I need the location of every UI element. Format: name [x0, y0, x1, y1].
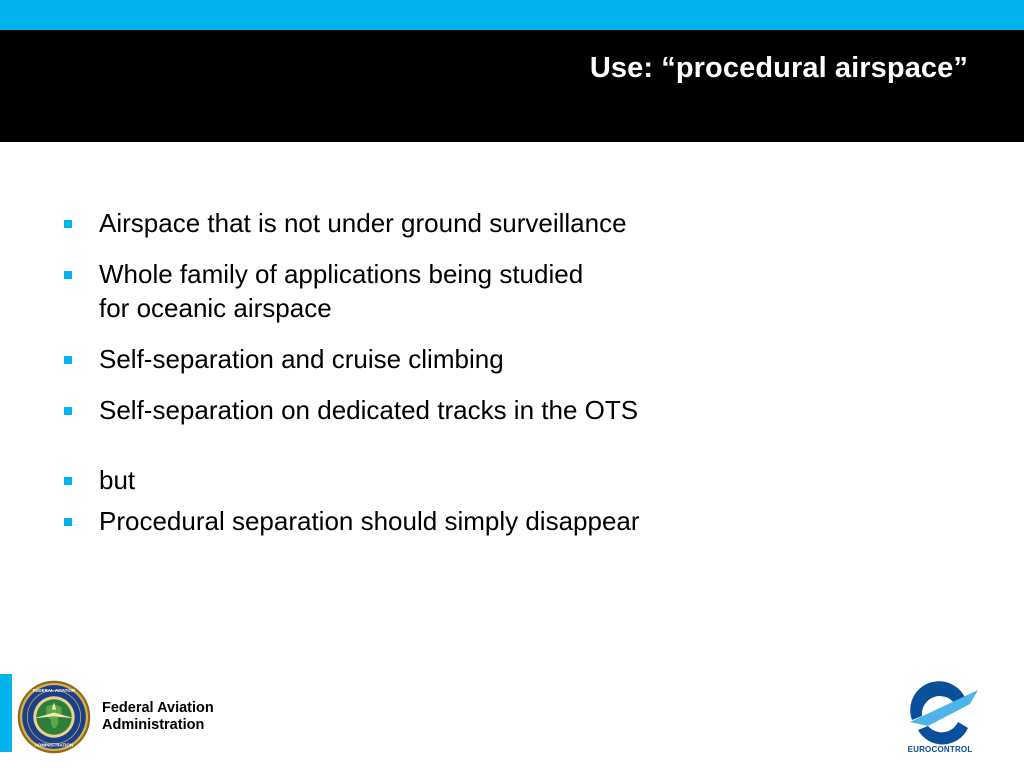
square-bullet-icon [64, 518, 72, 526]
slide-title: Use: “procedural airspace” [589, 52, 968, 84]
bullet-item [62, 206, 782, 240]
bullet-item [62, 463, 782, 497]
bullet-text: Self-separation and cruise climbing [99, 344, 504, 374]
bullet-item [62, 257, 782, 325]
square-bullet-icon [64, 220, 72, 228]
bullet-item [62, 342, 782, 376]
faa-seal-icon [17, 680, 91, 754]
faa-name-line2: Administration [102, 717, 205, 733]
eurocontrol-wordmark: EUROCONTROL [907, 745, 973, 754]
faa-name [102, 700, 214, 734]
footer-left-accent [0, 674, 12, 752]
svg-text:ADMINISTRATION: ADMINISTRATION [34, 742, 74, 748]
square-bullet-icon [64, 271, 72, 279]
bullet-text: Self-separation on dedicated tracks in the OTS [99, 395, 639, 425]
bullet-text: Whole family of applications being studied for oceanic airspace [99, 259, 584, 323]
square-bullet-icon [64, 477, 72, 485]
bullet-list [62, 206, 782, 538]
bullet-text: but [99, 465, 136, 495]
eurocontrol-logo-icon [898, 676, 982, 756]
square-bullet-icon [64, 356, 72, 364]
bullet-text: Procedural separation should simply disappear [99, 506, 640, 536]
faa-name-line1: Federal Aviation [102, 700, 214, 716]
svg-text:FEDERAL AVIATION: FEDERAL AVIATION [32, 687, 76, 693]
square-bullet-icon [64, 407, 72, 415]
title-band [0, 30, 1024, 142]
bullet-text: Airspace that is not under ground surveillance [99, 208, 627, 238]
bullet-item [62, 504, 782, 538]
top-accent-stripe [0, 0, 1024, 30]
bullet-item [62, 393, 782, 427]
